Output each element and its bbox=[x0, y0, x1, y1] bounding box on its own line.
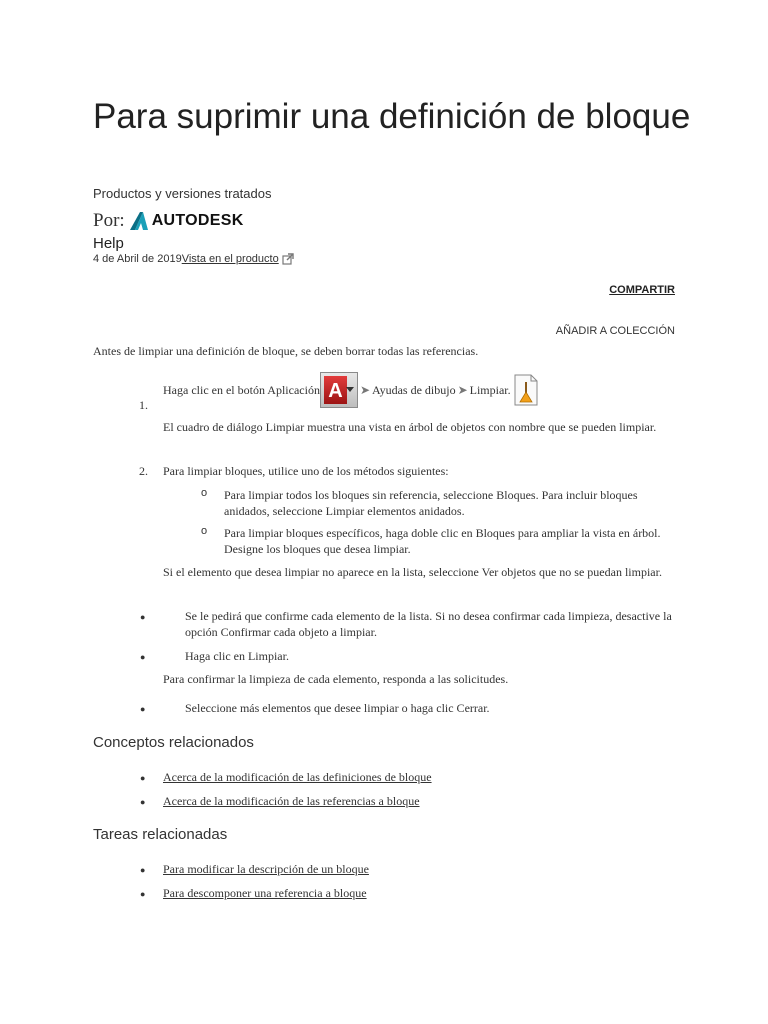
arrow-separator-icon: ➤ bbox=[457, 383, 468, 397]
bullet-marker: ● bbox=[140, 865, 146, 875]
bullet-2-detail: Para confirmar la limpieza de cada elemento, responda a las solicitudes. bbox=[163, 672, 509, 686]
purge-broom-icon bbox=[513, 374, 539, 406]
help-label: Help bbox=[93, 235, 124, 252]
bullet-marker: ● bbox=[140, 797, 146, 807]
share-button[interactable]: COMPARTIR bbox=[609, 284, 675, 296]
author-row bbox=[93, 208, 244, 234]
step-2-text: Para limpiar bloques, utilice uno de los métodos siguientes: bbox=[163, 464, 449, 478]
step-1-text: Haga clic en el botón Aplicación bbox=[163, 383, 320, 397]
products-versions-link[interactable]: Productos y versiones tratados bbox=[93, 186, 272, 201]
method-2-marker: o bbox=[201, 525, 208, 537]
method-2-text: Para limpiar bloques específicos, haga doble clic en Bloques para ampliar la vista en árbol. Designe los bloques que desea limpiar. bbox=[224, 526, 661, 556]
arrow-separator-icon: ➤ bbox=[359, 383, 371, 397]
app-letter: A bbox=[328, 380, 343, 402]
publish-date: 4 de Abril de 2019 bbox=[93, 253, 182, 265]
bullet-marker: ● bbox=[140, 612, 146, 622]
step-1-menu-text: Ayudas de dibujo bbox=[372, 383, 456, 397]
bullet-marker: ● bbox=[140, 889, 146, 899]
step-2-note: Si el elemento que desea limpiar no aparece en la lista, seleccione Ver objetos que no se puedan limpiar. bbox=[163, 565, 662, 579]
related-concept-link-2[interactable]: Acerca de la modificación de las referencias a bloque bbox=[163, 794, 420, 808]
related-tasks-heading: Tareas relacionadas bbox=[93, 826, 228, 843]
related-concepts-heading: Conceptos relacionados bbox=[93, 734, 254, 751]
bullet-marker: ● bbox=[140, 704, 146, 714]
method-1-marker: o bbox=[201, 487, 208, 499]
add-to-collection-button[interactable]: AÑADIR A COLECCIÓN bbox=[555, 325, 675, 337]
step-1-line bbox=[163, 370, 683, 410]
step-1-number: 1. bbox=[139, 398, 148, 412]
intro-text: Antes de limpiar una definición de bloque, se deben borrar todas las referencias. bbox=[93, 344, 479, 358]
related-task-link-1[interactable]: Para modificar la descripción de un bloque bbox=[163, 862, 369, 876]
method-1-text: Para limpiar todos los bloques sin referencia, seleccione Bloques. Para incluir bloques anidados, seleccione Limpiar elementos anidados. bbox=[224, 488, 638, 518]
autodesk-wordmark: AUTODESK bbox=[151, 212, 244, 229]
autodesk-logo-icon bbox=[129, 211, 149, 231]
bullet-1-text: Se le pedirá que confirme cada elemento de la lista. Si no desea confirmar cada limpieza, desactive la opción Confirmar cada objeto a limpiar. bbox=[185, 609, 672, 639]
bullet-marker: ● bbox=[140, 652, 146, 662]
external-link-icon[interactable] bbox=[282, 253, 294, 265]
date-row bbox=[93, 253, 294, 265]
by-label: Por: bbox=[93, 210, 125, 231]
step-1-detail: El cuadro de diálogo Limpiar muestra una vista en árbol de objetos con nombre que se pueden limpiar. bbox=[163, 420, 657, 434]
step-1-end-text: Limpiar. bbox=[469, 383, 511, 397]
bullet-marker: ● bbox=[140, 773, 146, 783]
bullet-2-text: Haga clic en Limpiar. bbox=[185, 649, 289, 663]
autodesk-logo bbox=[129, 211, 244, 231]
related-concept-link-1[interactable]: Acerca de la modificación de las definiciones de bloque bbox=[163, 770, 432, 784]
page-title: Para suprimir una definición de bloque bbox=[93, 97, 691, 136]
bullet-3-text: Seleccione más elementos que desee limpiar o haga clic Cerrar. bbox=[185, 701, 490, 715]
application-button-icon bbox=[320, 372, 358, 408]
related-task-link-2[interactable]: Para descomponer una referencia a bloque bbox=[163, 886, 367, 900]
step-2-number: 2. bbox=[139, 464, 148, 478]
view-in-product-link[interactable]: Vista en el producto bbox=[181, 253, 279, 265]
